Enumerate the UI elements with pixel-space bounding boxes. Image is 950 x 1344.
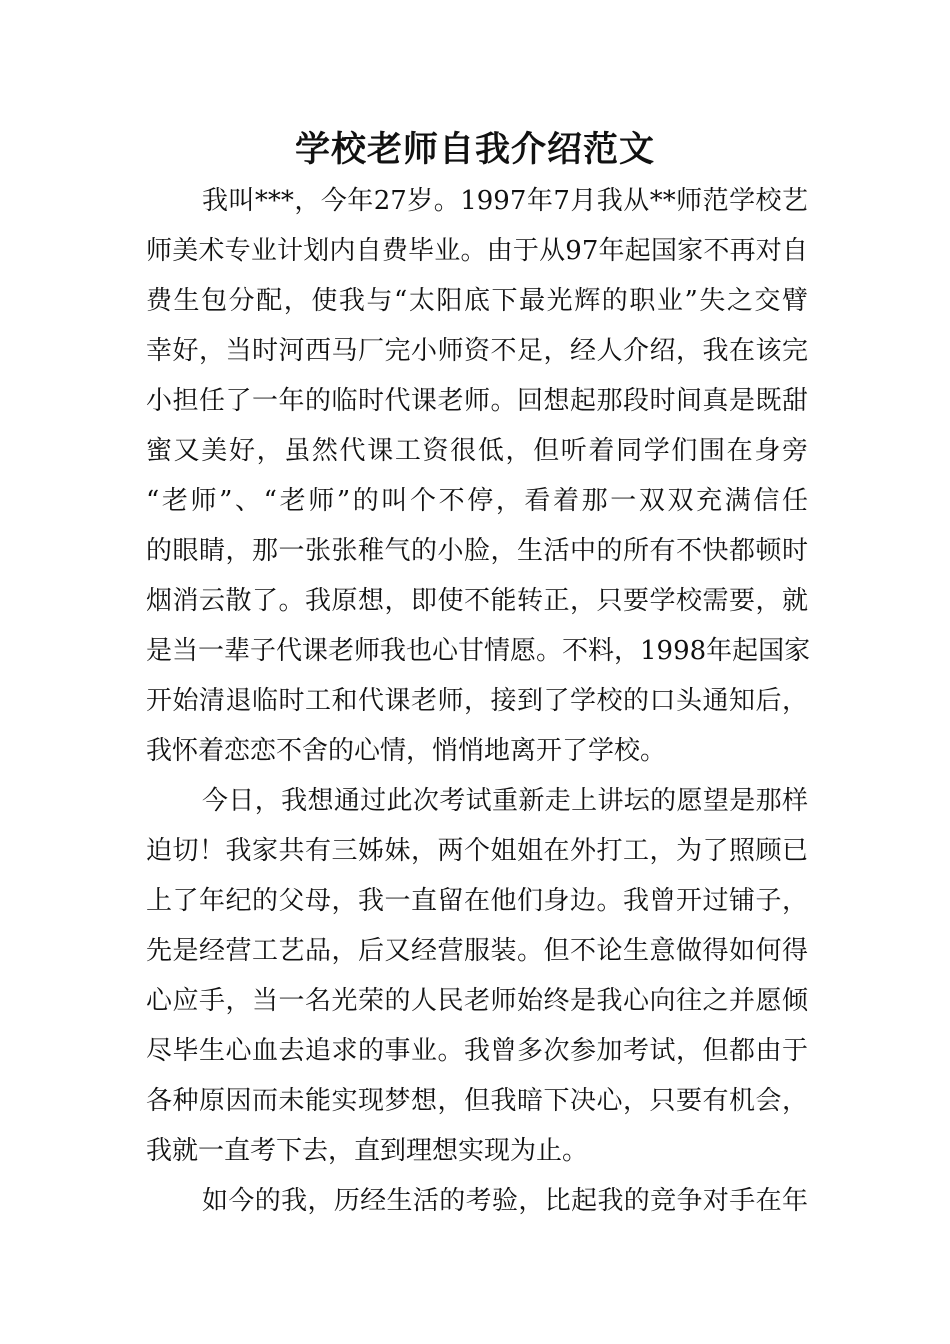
paragraph-line: 心应手，当一名光荣的人民老师始终是我心向往之并愿倾 xyxy=(146,986,808,1016)
paragraph-line: 的眼睛，那一张张稚气的小脸，生活中的所有不快都顿时 xyxy=(146,536,808,566)
paragraph-line: “老师”、“老师”的叫个不停，看着那一双双充满信任 xyxy=(146,486,808,516)
paragraph-line: 幸好，当时河西马厂完小师资不足，经人介绍，我在该完 xyxy=(146,336,808,366)
paragraph-line: 上了年纪的父母，我一直留在他们身边。我曾开过铺子， xyxy=(146,886,808,916)
paragraph-line: 我就一直考下去，直到理想实现为止。 xyxy=(146,1136,589,1166)
paragraph-3 xyxy=(146,1176,808,1226)
document-title: 学校老师自我介绍范文 xyxy=(294,130,655,170)
paragraph-line: 各种原因而未能实现梦想，但我暗下决心，只要有机会， xyxy=(146,1086,808,1116)
paragraph-line: 如今的我，历经生活的考验，比起我的竞争对手在年 xyxy=(202,1186,808,1216)
paragraph-line: 师美术专业计划内自费毕业。由于从97年起国家不再对自 xyxy=(146,236,808,266)
paragraph-line: 先是经营工艺品，后又经营服装。但不论生意做得如何得 xyxy=(146,936,808,966)
paragraph-line: 开始清退临时工和代课老师，接到了学校的口头通知后， xyxy=(146,686,808,716)
document-body xyxy=(146,176,811,1226)
paragraph-2 xyxy=(146,776,808,1176)
paragraph-line: 蜜又美好，虽然代课工资很低，但听着同学们围在身旁 xyxy=(146,436,808,466)
paragraph-line: 我怀着恋恋不舍的心情，悄悄地离开了学校。 xyxy=(146,736,667,766)
paragraph-line: 迫切！我家共有三姊妹，两个姐姐在外打工，为了照顾已 xyxy=(146,836,808,866)
paragraph-line: 尽毕生心血去追求的事业。我曾多次参加考试，但都由于 xyxy=(146,1036,808,1066)
paragraph-1 xyxy=(146,176,811,776)
paragraph-line: 烟消云散了。我原想，即使不能转正，只要学校需要，就 xyxy=(146,586,808,616)
paragraph-line: 是当一辈子代课老师我也心甘情愿。不料，1998年起国家 xyxy=(146,636,811,666)
paragraph-line: 费生包分配，使我与“太阳底下最光辉的职业”失之交臂 xyxy=(146,286,808,316)
paragraph-line: 小担任了一年的临时代课老师。回想起那段时间真是既甜 xyxy=(146,386,808,416)
paragraph-line: 今日，我想通过此次考试重新走上讲坛的愿望是那样 xyxy=(202,786,808,816)
paragraph-line: 我叫***，今年27岁。1997年7月我从**师范学校艺 xyxy=(202,186,808,216)
